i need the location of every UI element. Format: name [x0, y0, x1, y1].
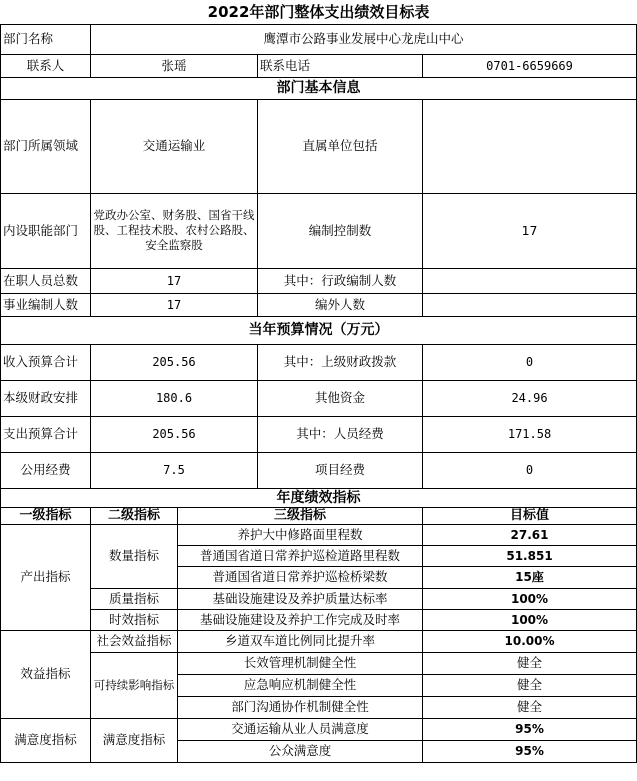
indicator-value: 100% [423, 609, 637, 630]
col-level2-header: 二级指标 [91, 507, 178, 524]
contact-person-label: 联系人 [1, 54, 91, 77]
budget-section: 当年预算情况（万元） [1, 316, 637, 344]
onjob-value: 17 [91, 268, 258, 293]
col-level3-header: 三级指标 [178, 507, 423, 524]
expense-total-label: 支出预算合计 [1, 416, 91, 452]
indicator-name: 普通国省道日常养护巡检道路里程数 [178, 545, 423, 566]
income-total-label: 收入预算合计 [1, 344, 91, 380]
group-sustain: 可持续影响指标 [91, 652, 178, 718]
direct-units-label: 直属单位包括 [258, 99, 423, 193]
project-funds-label: 项目经费 [258, 452, 423, 488]
upper-funding-label: 其中：上级财政拨款 [258, 344, 423, 380]
dept-name-label: 部门名称 [1, 24, 91, 54]
career-staff-value: 17 [91, 293, 258, 316]
public-funds-label: 公用经费 [1, 452, 91, 488]
upper-funding-value: 0 [423, 344, 637, 380]
onjob-label: 在职人员总数 [1, 268, 91, 293]
indicator-name: 普通国省道日常养护巡检桥梁数 [178, 566, 423, 588]
internal-depts-value: 党政办公室、财务股、国省干线股、工程技术股、农村公路股、安全监察股 [91, 193, 258, 268]
indicator-name: 部门沟通协作机制健全性 [178, 696, 423, 718]
indicator-value: 健全 [423, 696, 637, 718]
expense-total-value: 205.56 [91, 416, 258, 452]
group-benefit: 效益指标 [1, 630, 91, 718]
group-output: 产出指标 [1, 524, 91, 630]
personnel-label: 其中：人员经费 [258, 416, 423, 452]
career-staff-label: 事业编制人数 [1, 293, 91, 316]
field-value: 交通运输业 [91, 99, 258, 193]
outside-staff-label: 编外人数 [258, 293, 423, 316]
indicator-name: 基础设施建设及养护工作完成及时率 [178, 609, 423, 630]
contact-person-value: 张瑶 [91, 54, 258, 77]
group-social: 社会效益指标 [91, 630, 178, 652]
indicator-name: 应急响应机制健全性 [178, 674, 423, 696]
basic-info-section: 部门基本信息 [1, 77, 637, 99]
indicator-name: 长效管理机制健全性 [178, 652, 423, 674]
contact-phone-value: 0701-6659669 [423, 54, 637, 77]
income-total-value: 205.56 [91, 344, 258, 380]
indicator-name: 养护大中修路面里程数 [178, 524, 423, 545]
indicator-value: 15座 [423, 566, 637, 588]
admin-staff-label: 其中：行政编制人数 [258, 268, 423, 293]
other-funds-value: 24.96 [423, 380, 637, 416]
indicator-name: 乡道双车道比例同比提升率 [178, 630, 423, 652]
indicator-value: 健全 [423, 674, 637, 696]
indicator-name: 基础设施建设及养护质量达标率 [178, 588, 423, 609]
col-target-header: 目标值 [423, 507, 637, 524]
indicator-value: 95% [423, 718, 637, 740]
direct-units-value [423, 99, 637, 193]
group-satisfaction: 满意度指标 [1, 718, 91, 762]
local-funding-label: 本级财政安排 [1, 380, 91, 416]
group-quality: 质量指标 [91, 588, 178, 609]
dept-name-value: 鹰潭市公路事业发展中心龙虎山中心 [91, 24, 637, 54]
group-satisfaction-sub: 满意度指标 [91, 718, 178, 762]
other-funds-label: 其他资金 [258, 380, 423, 416]
internal-depts-label: 内设职能部门 [1, 193, 91, 268]
indicator-name: 交通运输从业人员满意度 [178, 718, 423, 740]
field-label: 部门所属领域 [1, 99, 91, 193]
col-level1-header: 一级指标 [1, 507, 91, 524]
performance-section: 年度绩效指标 [1, 488, 637, 507]
local-funding-value: 180.6 [91, 380, 258, 416]
personnel-value: 171.58 [423, 416, 637, 452]
indicator-value: 健全 [423, 652, 637, 674]
group-quantity: 数量指标 [91, 524, 178, 588]
public-funds-value: 7.5 [91, 452, 258, 488]
indicator-value: 10.00% [423, 630, 637, 652]
admin-staff-value [423, 268, 637, 293]
staffing-value: 17 [423, 193, 637, 268]
indicator-value: 51.851 [423, 545, 637, 566]
group-timeliness: 时效指标 [91, 609, 178, 630]
indicator-value: 27.61 [423, 524, 637, 545]
indicator-value: 100% [423, 588, 637, 609]
sheet-title: 2022年部门整体支出绩效目标表 [1, 0, 637, 24]
staffing-label: 编制控制数 [258, 193, 423, 268]
indicator-name: 公众满意度 [178, 740, 423, 762]
outside-staff-value [423, 293, 637, 316]
contact-phone-label: 联系电话 [258, 54, 423, 77]
indicator-value: 95% [423, 740, 637, 762]
project-funds-value: 0 [423, 452, 637, 488]
